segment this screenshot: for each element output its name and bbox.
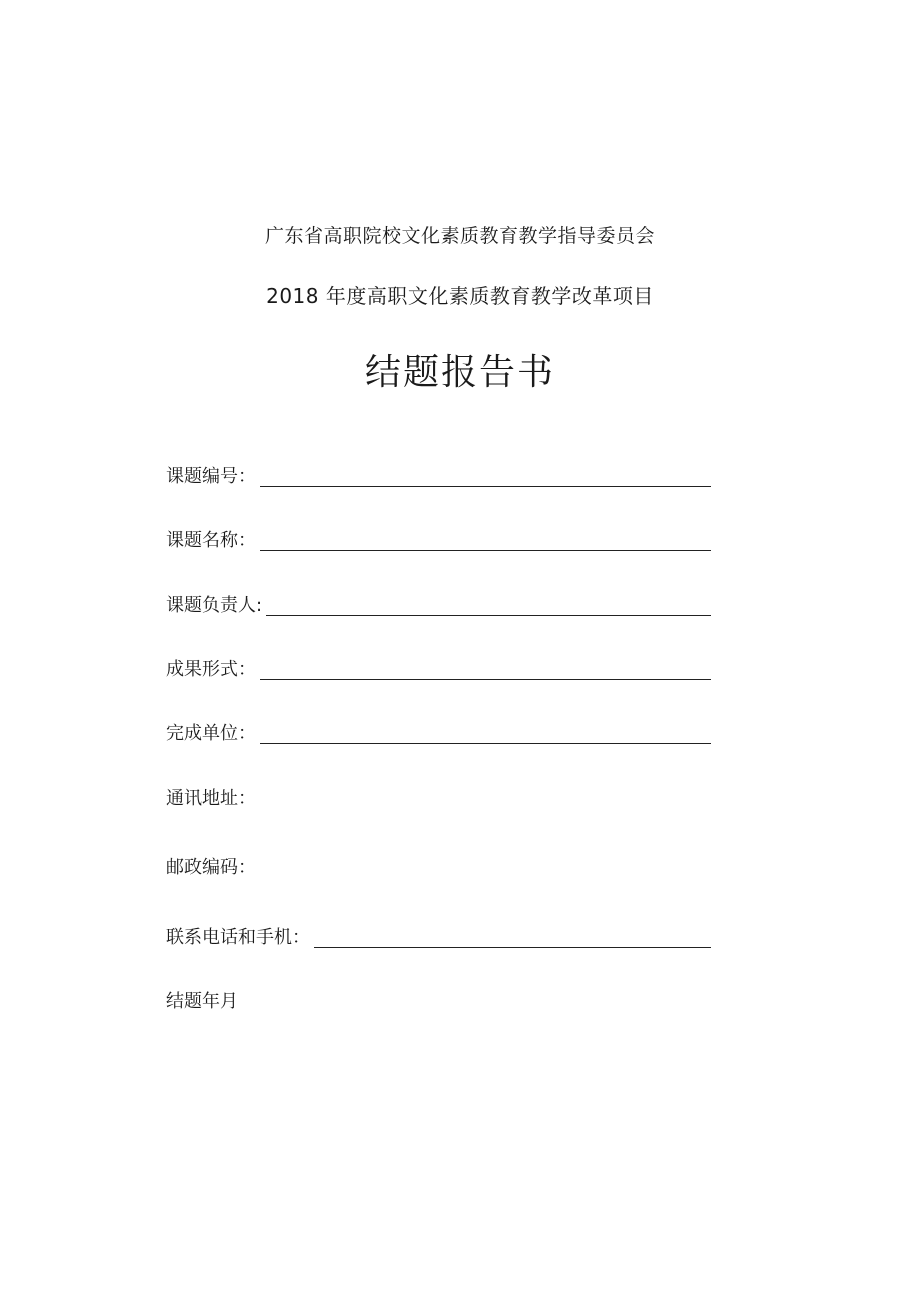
field-label: 完成单位： <box>166 723 256 744</box>
field-topic-number <box>166 459 711 489</box>
field-completion-date <box>166 984 711 1014</box>
field-postal-code <box>166 850 711 880</box>
field-label: 成果形式： <box>166 659 256 680</box>
fill-in-line[interactable] <box>314 925 711 948</box>
field-result-form <box>166 652 711 682</box>
field-topic-name <box>166 523 711 553</box>
field-label: 联系电话和手机： <box>166 927 310 948</box>
project-name: 2018 年度高职文化素质教育教学改革项目 <box>266 284 654 308</box>
fill-in-line[interactable] <box>260 657 711 680</box>
fill-in-line[interactable] <box>260 528 711 551</box>
field-label: 结题年月 <box>166 991 238 1012</box>
field-phone <box>166 920 711 950</box>
fill-in-line[interactable] <box>260 464 711 487</box>
field-address <box>166 781 711 811</box>
field-label: 通讯地址： <box>166 788 256 809</box>
document-title: 结题报告书 <box>364 352 555 393</box>
organization-name: 广东省高职院校文化素质教育教学指导委员会 <box>264 225 655 247</box>
field-label: 课题名称： <box>166 530 256 551</box>
fill-in-line[interactable] <box>266 593 711 616</box>
field-label: 邮政编码： <box>166 857 256 878</box>
field-completing-unit <box>166 716 711 746</box>
field-topic-leader <box>166 588 711 618</box>
field-label: 课题负责人: <box>166 595 263 616</box>
field-label: 课题编号： <box>166 466 256 487</box>
fill-in-line[interactable] <box>260 721 711 744</box>
